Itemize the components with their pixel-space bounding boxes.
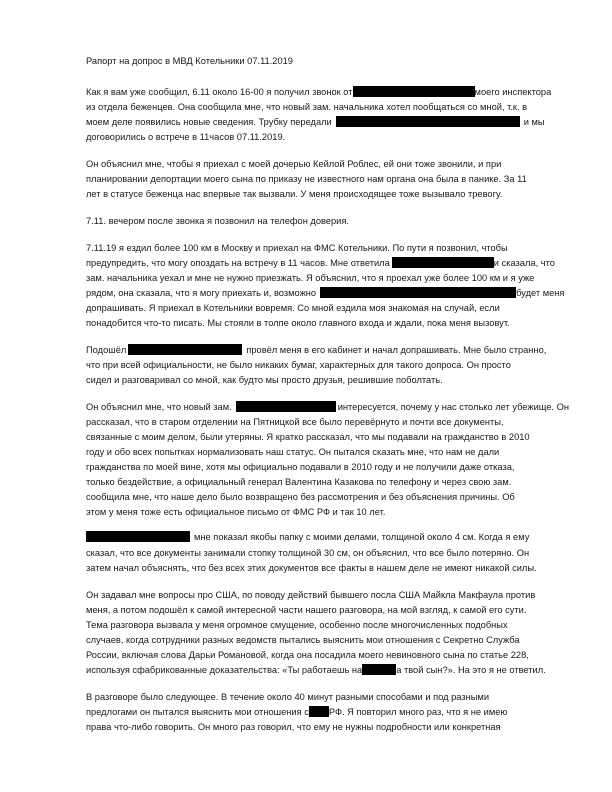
- paragraph-2-line-3: лет в статусе беженца нас впервые так вызвали. У меня происходящее тоже вызывало тревогу.: [86, 189, 503, 199]
- paragraph-8-line-5: России, включая слова Дарьи Романовой, когда она посадила моего невиновного сына по статье 228,: [86, 650, 529, 660]
- redaction-box: [353, 86, 475, 97]
- text-segment: будет меня: [516, 288, 565, 298]
- text-segment: моем деле появились новые сведения. Трубку передали: [86, 117, 332, 127]
- paragraph-1-line-3: [86, 116, 545, 128]
- paragraph-4-line-3: зам. начальника уехал и мне не нужно приезжать. Я объяснил, что я проехал уже более 100 км и я уже: [86, 273, 535, 283]
- redaction-box: [236, 401, 336, 412]
- paragraph-6-line-4: году и обо всех попытках нормализовать наш статус. Он пытался сказать мне, что нам не дали: [86, 447, 500, 457]
- paragraph-9-line-2: [86, 706, 507, 718]
- paragraph-4-line-1: 7.11.19 я ездил более 100 км в Москву и приехал на ФМС Котельники. По пути я позвонил, чтобы: [86, 243, 508, 253]
- text-segment: интересуется, почему у нас столько лет убежище. Он: [337, 402, 570, 412]
- paragraph-5-line-1: [86, 344, 546, 356]
- paragraph-2-line-1: Он объяснил мне, чтобы я приехал с моей дочерью Кейлой Роблес, ей они тоже звонили, и при: [86, 159, 502, 169]
- text-segment: Как я вам уже сообщил, 6.11 около 16-00 я получил звонок от: [86, 87, 353, 97]
- paragraph-8-line-2: меня, а потом подошёл к самой интересной части нашего разговора, на мой взгляд, к самой его сути.: [86, 605, 527, 615]
- paragraph-9-line-1: В разговоре было следующее. В течение около 40 минут разными способами и под разными: [86, 692, 490, 702]
- text-segment: предупредить, что могу опоздать на встречу в 11 часов. Мне ответила: [86, 258, 390, 268]
- paragraph-4-line-5: допрашивать. Я приехал в Котельники вовремя. Со мной ездила моя знакомая на случай, если: [86, 303, 500, 313]
- paragraph-5-line-2: что при всей официальности, не было никаких бумаг, характерных для такого допроса. Он просто: [86, 360, 511, 370]
- paragraph-8-line-1: Он задавал мне вопросы про США, по поводу действий бывшего посла США Майкла Макфаула против: [86, 590, 536, 600]
- paragraph-6-line-8: этом у меня тоже есть официальное письмо от ФМС РФ и так 10 лет.: [86, 507, 386, 517]
- paragraph-6-line-5: гражданства по моей вине, хотя мы официально подавали в 2010 году и не получили даже отказа,: [86, 462, 515, 472]
- redaction-box: [336, 116, 520, 127]
- paragraph-7-line-1: [86, 531, 529, 543]
- paragraph-4-line-6: понадобится что-то писать. Мы стояли в толпе около главного входа и ждали, пока меня вызовут.: [86, 318, 510, 328]
- text-segment: моего инспектора: [474, 87, 552, 97]
- text-segment: и мы: [523, 117, 545, 127]
- paragraph-4-line-4: [86, 287, 564, 299]
- redaction-box: [309, 706, 329, 717]
- paragraph-6-line-1: [86, 401, 569, 413]
- paragraph-6-line-6: только бездействие, а официальный генерал Валентина Казакова по телефону и через свою зам.: [86, 477, 512, 487]
- paragraph-5-line-3: сидел и разговаривал со мной, как будто мы просто друзья, решившие поболтать.: [86, 375, 443, 385]
- paragraph-8-line-4: случаев, когда сотрудники разных ведомств пытались выяснить мои отношения с Секретно Служба: [86, 635, 520, 645]
- text-segment: Он объяснил мне, что новый зам.: [86, 402, 232, 412]
- text-segment: рядом, она сказала, что я могу приехать и, возможно: [86, 288, 317, 298]
- text-segment: РФ. Я повторил много раз, что я не имею: [328, 707, 508, 717]
- paragraph-7-line-3: затем начал объяснять, что без всех этих документов все факты в нашем деле не имеют никакой силы.: [86, 563, 537, 573]
- paragraph-4-line-2: [86, 257, 555, 269]
- paragraph-1-line-2: из отдела беженцев. Она сообщила мне, что новый зам. начальника хотел пообщаться со мной, т.к. в: [86, 102, 528, 112]
- redaction-box: [362, 664, 396, 675]
- paragraph-6-line-3: связанные с моим делом, были утеряны. Я кратко рассказал, что мы подавали на гражданство в 2010: [86, 432, 530, 442]
- redaction-box: [128, 344, 242, 355]
- paragraph-6-line-7: сообщила мне, что наше дело было возвращено без рассмотрения и без объяснения причины. Об: [86, 492, 515, 502]
- paragraph-2-line-2: планировании депортации моего сына по приказу не известного нам органа она была в панике. За 11: [86, 174, 527, 184]
- paragraph-6-line-2: рассказал, что в старом отделении на Пятницкой все было перевёрнуто и почти все документы,: [86, 417, 504, 427]
- redaction-box: [320, 287, 516, 298]
- document-title: Рапорт на допрос в МВД Котельники 07.11.2019: [86, 56, 293, 66]
- redaction-box: [392, 257, 494, 268]
- paragraph-8-line-6: [86, 664, 546, 676]
- paragraph-1-line-4: договорились о встрече в 11часов 07.11.2019.: [86, 132, 286, 142]
- paragraph-1-line-1: [86, 86, 551, 98]
- text-segment: провёл меня в его кабинет и начал допрашивать. Мне было странно,: [246, 345, 547, 355]
- text-segment: используя сфабрикованные доказательства: «Ты работаешь на: [86, 665, 363, 675]
- paragraph-7-line-2: сказал, что все документы занимали стопку толщиной 30 см, он объяснил, что все было потеряно. Он: [86, 548, 530, 558]
- text-segment: и сказала, что: [493, 258, 555, 268]
- redaction-box: [86, 531, 190, 542]
- text-segment: а твой сын?». На это я не ответил.: [396, 665, 546, 675]
- paragraph-3-line-1: 7.11. вечером после звонка я позвонил на телефон доверия.: [86, 216, 349, 226]
- text-segment: мне показал якобы папку с моими делами, толщиной около 4 см. Когда я ему: [194, 532, 530, 542]
- paragraph-9-line-3: права что-либо говорить. Он много раз говорил, что ему не нужны подробности или конкретная: [86, 722, 501, 732]
- text-segment: предлогами он пытался выяснить мои отношения с: [86, 707, 309, 717]
- text-segment: Подошёл: [86, 345, 127, 355]
- paragraph-8-line-3: Тема разговора вызвала у меня огромное смущение, особенно после многочисленных подобных: [86, 620, 508, 630]
